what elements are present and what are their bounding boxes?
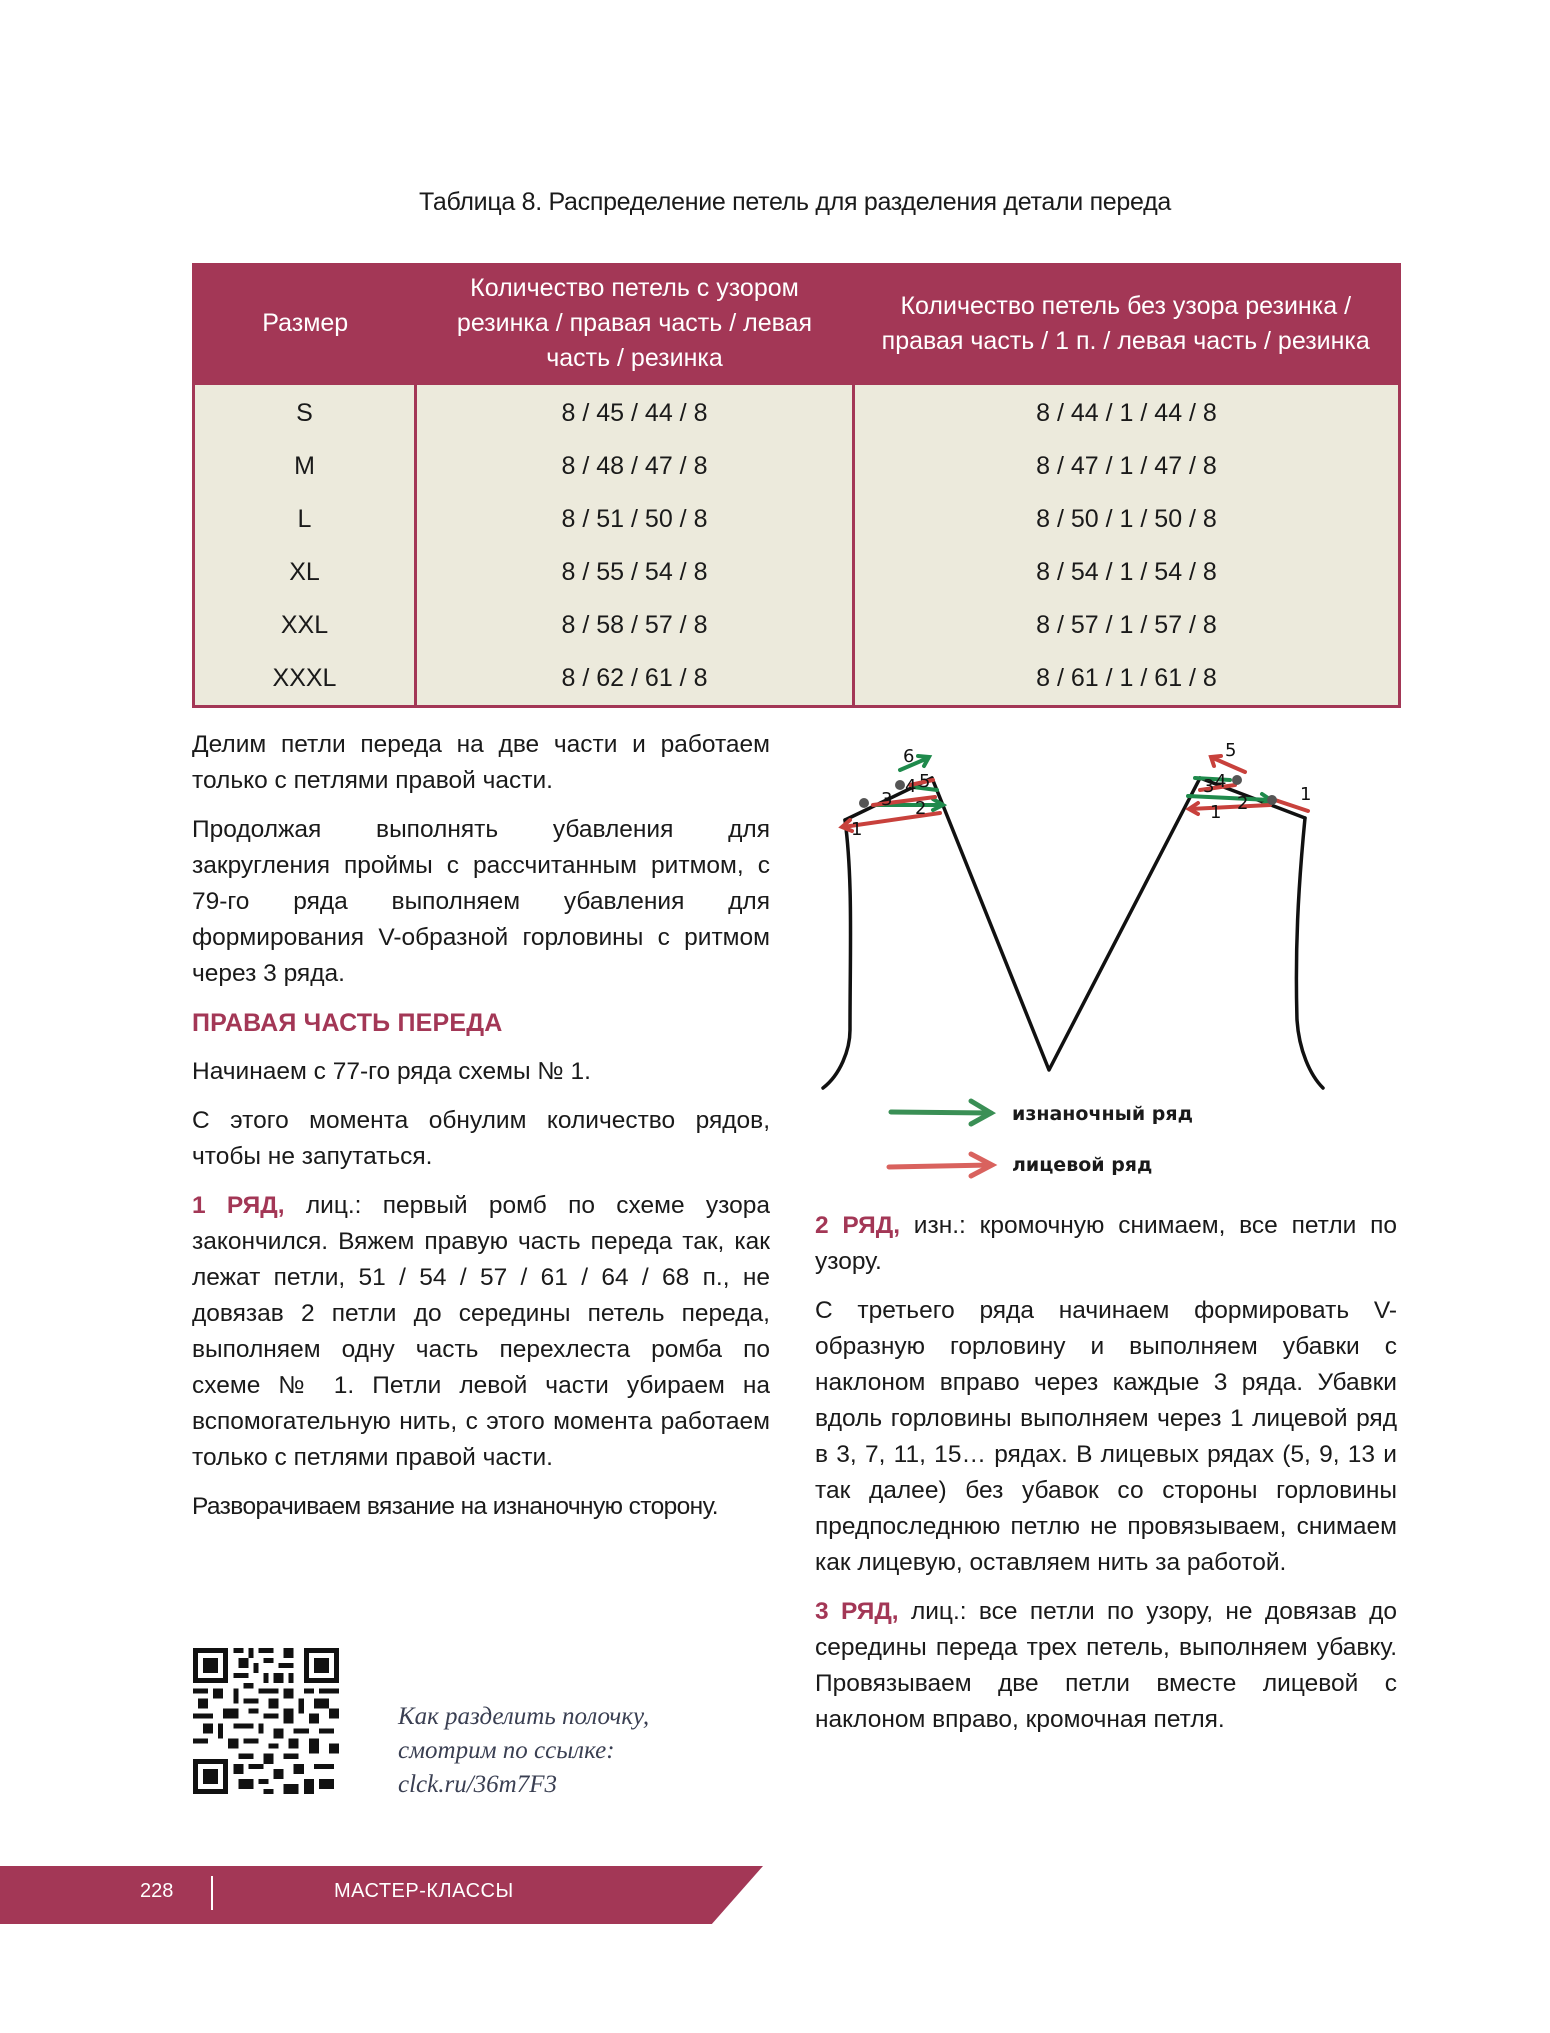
- left-row-number: 1: [851, 819, 863, 840]
- header-size: Размер: [194, 265, 416, 384]
- cell-size: M: [194, 440, 416, 493]
- cell-with-pattern: 8 / 58 / 57 / 8: [416, 599, 854, 652]
- right-text-column: [815, 1208, 1397, 1751]
- table-row: [194, 440, 1400, 493]
- qr-caption-line-2: смотрим по ссылке:: [398, 1737, 615, 1764]
- cell-with-pattern: 8 / 55 / 54 / 8: [416, 546, 854, 599]
- cell-without-pattern: 8 / 47 / 1 / 47 / 8: [854, 440, 1400, 493]
- left-row-number: 4: [905, 776, 917, 797]
- right-row-numbers: [1203, 740, 1311, 823]
- cell-size: XL: [194, 546, 416, 599]
- left-row-number: 5: [919, 771, 931, 792]
- footer-divider: [211, 1876, 213, 1910]
- red-arrow-icon: [889, 1154, 992, 1176]
- cell-without-pattern: 8 / 54 / 1 / 54 / 8: [854, 546, 1400, 599]
- paragraph-reset-rows: С этого момента обнулим количество рядов, чтобы не запутаться.: [192, 1107, 770, 1170]
- cell-size: XXXL: [194, 652, 416, 707]
- table-row: [194, 493, 1400, 546]
- qr-caption-line-1: Как разделить полочку,: [398, 1703, 650, 1730]
- legend-purl-row: [891, 1101, 1193, 1125]
- paragraph-v-neck: С третьего ряда начинаем формировать V-образную горловину и выполняем убавки с наклоном вправо через каждые 3 ряда. Убавки вдоль горловины выполняем через 1 лицевой ряд в 3, 7, 11, 15… рядах. В лицевых рядах (5, 9, 13 и так далее) без убавок со стороны горловины предпоследнюю петлю не провязываем, снимаем как лицевую, оставляем нить за работой.: [815, 1297, 1397, 1576]
- right-row-number: 1: [1210, 802, 1222, 823]
- cell-without-pattern: 8 / 44 / 1 / 44 / 8: [854, 384, 1400, 441]
- cell-size: XXL: [194, 599, 416, 652]
- legend-label-knit: лицевой ряд: [1012, 1154, 1153, 1176]
- qr-link[interactable]: clck.ru/36m7F3: [398, 1771, 557, 1798]
- cell-with-pattern: 8 / 62 / 61 / 8: [416, 652, 854, 707]
- left-row-number: 6: [903, 746, 915, 767]
- right-arrow-row-2: [1188, 796, 1270, 800]
- table-row: [194, 652, 1400, 707]
- legend-knit-row: [889, 1154, 1152, 1176]
- right-row-number: 1: [1300, 784, 1312, 805]
- section-heading-right-front: ПРАВАЯ ЧАСТЬ ПЕРЕДА: [192, 1009, 503, 1037]
- right-row-number: 2: [1237, 793, 1249, 814]
- left-row-number: 2: [915, 798, 927, 819]
- paragraph-row-3: [815, 1594, 1397, 1738]
- cell-with-pattern: 8 / 45 / 44 / 8: [416, 384, 854, 441]
- stitch-distribution-table: [192, 263, 1401, 708]
- neckline-diagram: [805, 730, 1410, 1190]
- right-row-number: 5: [1225, 740, 1237, 761]
- header-with-pattern: Количество петель с узором резинка / правая часть / левая часть / резинка: [416, 265, 854, 384]
- right-arrow-row-1b: [1190, 805, 1270, 809]
- paragraph-row-2: [815, 1208, 1397, 1280]
- left-marker-dot: [859, 798, 869, 808]
- paragraph-start-row: Начинаем с 77-го ряда схемы № 1.: [192, 1058, 591, 1085]
- row-3-text: лиц.: все петли по узору, не довязав до середины переда трех петель, выполняем убавку. Провязываем две петли вместе лицевой с наклоном вправо, кромочная петля.: [815, 1598, 1397, 1733]
- table-caption: Таблица 8. Распределение петель для разделения детали переда: [419, 188, 1171, 216]
- qr-code-icon[interactable]: [193, 1648, 339, 1794]
- left-marker-dot: [895, 780, 905, 790]
- paragraph-row-1: [192, 1188, 770, 1476]
- legend-label-purl: изнаночный ряд: [1012, 1103, 1193, 1125]
- green-arrow-icon: [891, 1101, 991, 1124]
- left-text-column: [192, 727, 770, 1538]
- cell-size: S: [194, 384, 416, 441]
- row-1-label: 1 РЯД,: [192, 1192, 285, 1219]
- cell-size: L: [194, 493, 416, 546]
- qr-caption: [398, 1700, 718, 1802]
- right-row-number: 4: [1215, 771, 1227, 792]
- right-marker-dot: [1232, 775, 1242, 785]
- row-2-text: изн.: кромочную снимаем, все петли по узору.: [815, 1212, 1397, 1275]
- table-row: [194, 546, 1400, 599]
- right-marker-dot: [1267, 795, 1277, 805]
- row-3-label: 3 РЯД,: [815, 1598, 899, 1625]
- cell-without-pattern: 8 / 50 / 1 / 50 / 8: [854, 493, 1400, 546]
- paragraph-turn-work: Разворачиваем вязание на изнаночную сторону.: [192, 1493, 718, 1520]
- left-row-number: 3: [881, 789, 893, 810]
- table-row: [194, 384, 1400, 441]
- paragraph-decreases: Продолжая выполнять убавления для закругления проймы с рассчитанным ритмом, с 79-го ряда выполняем убавления для формирования V-образной горловины с ритмом через 3 ряда.: [192, 816, 770, 987]
- cell-without-pattern: 8 / 61 / 1 / 61 / 8: [854, 652, 1400, 707]
- table-row: [194, 599, 1400, 652]
- row-1-text: лиц.: первый ромб по схеме узора закончился. Вяжем правую часть переда так, как лежат петли, 51 / 54 / 57 / 61 / 64 / 68 п., не довязав 2 петли до середины петель переда, выполняем одну часть перехлеста ромба по схеме № 1. Петли левой части убираем на вспомогательную нить, с этого момента работаем только с петлями правой части.: [192, 1192, 770, 1471]
- table-header-row: [194, 265, 1400, 384]
- cell-without-pattern: 8 / 57 / 1 / 57 / 8: [854, 599, 1400, 652]
- right-row-number: 3: [1203, 776, 1215, 797]
- cell-with-pattern: 8 / 51 / 50 / 8: [416, 493, 854, 546]
- header-without-pattern: Количество петель без узора резинка / правая часть / 1 п. / левая часть / резинка: [854, 265, 1400, 384]
- paragraph-divide-loops: Делим петли переда на две части и работаем только с петлями правой части.: [192, 731, 770, 794]
- section-title: МАСТЕР-КЛАССЫ: [334, 1880, 514, 1902]
- page-number: 228: [140, 1880, 174, 1902]
- cell-with-pattern: 8 / 48 / 47 / 8: [416, 440, 854, 493]
- row-2-label: 2 РЯД,: [815, 1212, 900, 1239]
